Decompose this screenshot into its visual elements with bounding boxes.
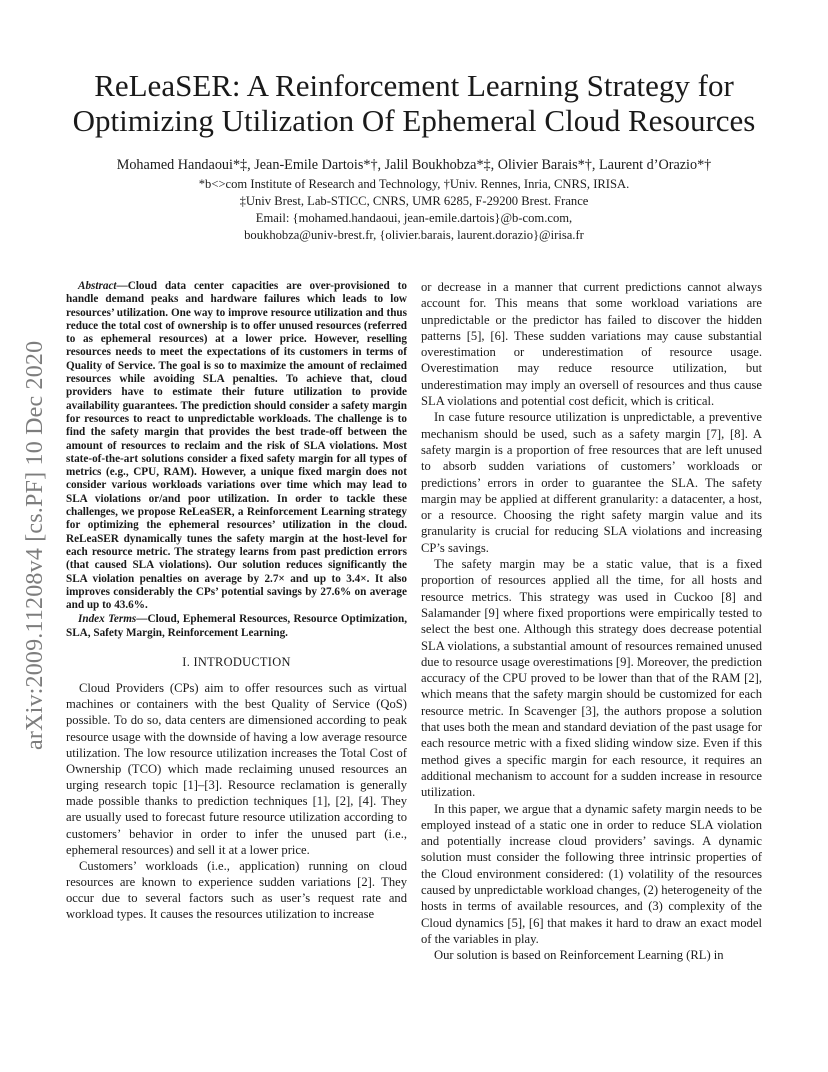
paragraph: The safety margin may be a static value, that is a fixed proportion of resources applied all the time, for all hosts and resource metrics. This strategy was used in Cuckoo [8] and Salamander [9] where fixed proportions were empirically tested to select the best one. Although this strategy does decrease potential SLA violations, a substantial amount of resources remained unused due to resource usage overestimations [9]. Moreover, the prediction accuracy of the CPU proved to be lower than that of the RAM [2], which means that the safety margin should be customized for each resource metric. In Scavenger [3], the authors propose a solution that uses both the mean and standard deviation of the past usage for each resource metric with a fixed sliding window size. Even if this method gives a specific margin for each resource, it requires an additional mechanism to account for a sudden increase in resource utilization. xyxy=(421,557,762,800)
right-column xyxy=(421,279,762,963)
paper-title xyxy=(40,68,788,138)
affiliation-line: Email: {mohamed.handaoui, jean-emile.dartois}@b-com.com, xyxy=(255,211,573,225)
index-terms-label: Index Terms xyxy=(78,613,137,626)
paragraph: Customers’ workloads (i.e., application) running on cloud resources are known to experience sudden variations [2]. They occur due to several factors such as user’s request rate and workload types. It causes the resources utilization to increase xyxy=(66,858,407,922)
arxiv-stamp: arXiv:2009.11208v4 [cs.PF] 10 Dec 2020 xyxy=(22,340,48,750)
section-heading: I. INTRODUCTION xyxy=(182,655,291,670)
affiliation-line: boukhobza@univ-brest.fr, {olivier.barais, laurent.dorazio}@irisa.fr xyxy=(244,228,584,242)
index-terms-text: —Cloud, Ephemeral Resources, Resource Optimization, SLA, Safety Margin, Reinforcement Learning. xyxy=(66,613,407,639)
title-line-1: ReLeaSER: A Reinforcement Learning Strategy for xyxy=(94,68,734,103)
author-list: Mohamed Handaoui*‡, Jean-Emile Dartois*†, Jalil Boukhobza*‡, Olivier Barais*†, Laurent d’Orazio*† xyxy=(116,157,712,173)
paragraph: In this paper, we argue that a dynamic safety margin needs to be employed instead of a static one in order to reduce SLA violation and potentially increase cloud providers’ savings. A dynamic solution must consider the following three intrinsic properties of the Cloud environment considered: (1) volatility of the resources caused by unpredictable workload changes, (2) heterogeneity of the hosts in terms of available resources, and (3) complexity of the Cloud dynamics [5], [6] that makes it hard to draw an exact model of the variables in play. xyxy=(421,801,762,946)
left-column xyxy=(66,280,407,923)
title-line-2: Optimizing Utilization Of Ephemeral Cloud Resources xyxy=(72,103,756,138)
abstract-text: —Cloud data center capacities are over-provisioned to handle demand peaks and hardware failures which leads to low resources’ utilization. One way to improve resource utilization and thus reduce the total cost of ownership is to offer unused resources (referred to as ephemeral resources) at a lower price. However, reselling resources needs to meet the expectations of its customers in terms of Quality of Service. The goal is so to maximize the amount of reclaimed resources while avoiding SLA penalties. To achieve that, cloud providers have to estimate their future utilization to provide availability guarantees. The prediction should consider a safety margin for resources to react to unpredictable workloads. The challenge is to find the safety margin that provides the best trade-off between the amount of resources to reclaim and the risk of SLA violations. Most state-of-the-art solutions consider a fixed safety margin for all types of metrics (e.g., CPU, RAM). However, a unique fixed margin does not consider various workloads variations over time which may lead to SLA violations or/and poor utilization. In order to tackle these challenges, we propose ReLeaSER, a Reinforcement Learning strategy for optimizing the ephemeral resources’ utilization in the cloud. ReLeaSER dynamically tunes the safety margin at the host-level for each resource metric. The strategy learns from past prediction errors (that caused SLA violations). Our solution reduces significantly the SLA violation penalties on average by 2.7× and up to 3.4×. It also improves considerably the CPs’ potential savings by 27.6% on average and up to 43.6%. xyxy=(66,280,407,612)
affiliation-line: ‡Univ Brest, Lab-STICC, CNRS, UMR 6285, F-29200 Brest. France xyxy=(239,194,589,208)
paragraph: Our solution is based on Reinforcement Learning (RL) in xyxy=(434,948,724,963)
paragraph: or decrease in a manner that current predictions cannot always account for. This means that some workload variations are unpredictable or the predictor has failed to discover the hidden patterns [5], [6]. These sudden variations may cause substantial overestimation or underestimation of resource usage. Overestimation may reduce resource utilization, but underestimation may imply an oversell of resources and thus cause SLA violations and potential cost deficit, which is critical. xyxy=(421,280,762,409)
paragraph: Cloud Providers (CPs) aim to offer resources such as virtual machines or containers with the best Quality of Service (QoS) possible. To do so, data centers are dimensioned according to peak resource usage with the downside of having a low average resource utilization. The low resource utilization increases the Total Cost of Ownership (TCO) which made reclaiming unused resources an urging research topic [1]–[3]. Resource reclamation is generally made possible thanks to prediction techniques [1], [2], [4]. They are usually used to forecast future resource utilization according to customers’ behavior in order to infer the unused part (i.e., ephemeral resources) and sell it at a lower price. xyxy=(66,681,407,857)
abstract xyxy=(66,280,407,612)
abstract-label: Abstract xyxy=(78,280,117,292)
paragraph: In case future resource utilization is unpredictable, a preventive mechanism should be used, such as a safety margin [7], [8]. A safety margin is a proportion of free resources that are left unused to absorb sudden variations of customers’ workloads or predictions’ errors in order to guarantee the SLA. The safety margin may be applied at different granularity: a datacenter, a host, or a resource. Choosing the right safety margin value and its granularity is crucial for reducing SLA violations and increasing CP’s savings. xyxy=(421,410,762,555)
affiliations xyxy=(40,176,788,244)
affiliation-line: *b<>com Institute of Research and Technology, †Univ. Rennes, Inria, CNRS, IRISA. xyxy=(198,177,630,191)
intro-body xyxy=(66,680,407,922)
index-terms xyxy=(66,613,407,640)
